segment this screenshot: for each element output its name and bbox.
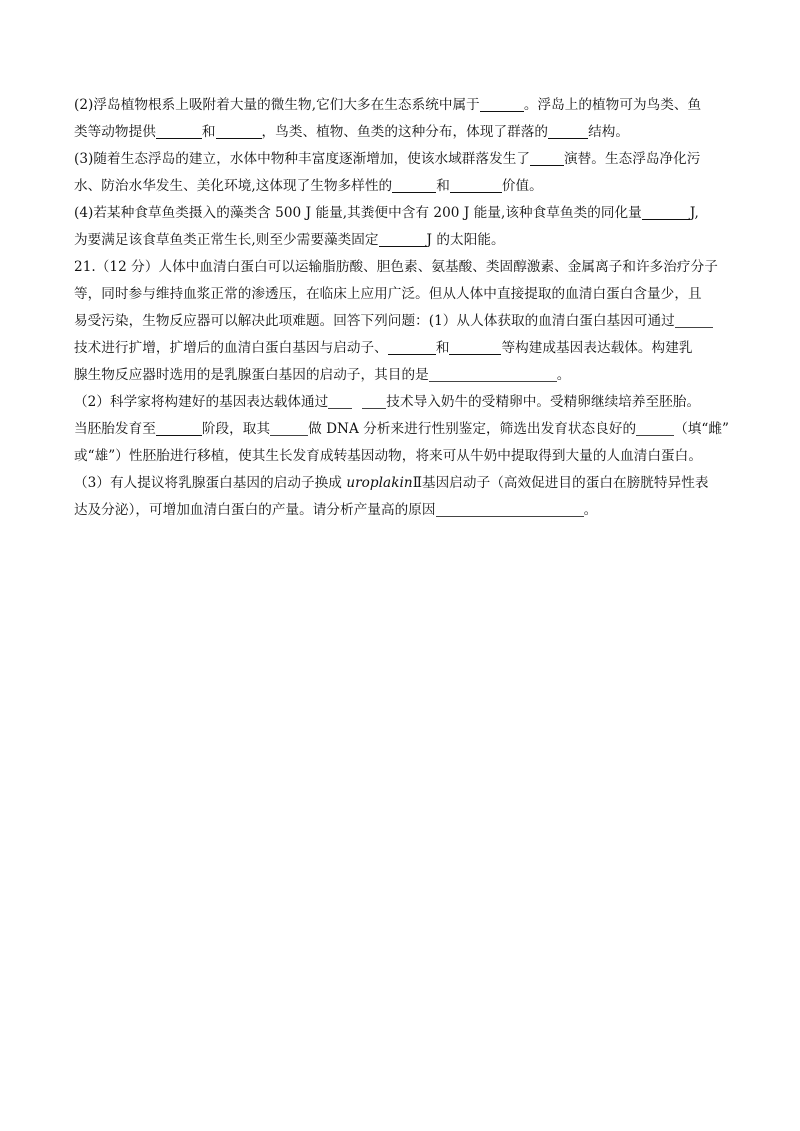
answer-blank — [642, 205, 690, 220]
text: （2）科学家将构建好的基因表达载体通过 — [74, 394, 329, 410]
answer-blank — [388, 340, 436, 355]
answer-blank — [156, 421, 202, 436]
q4-line-2 — [74, 227, 736, 254]
text: 水、防治水华发生、美化环境,这体现了生物多样性的 — [74, 178, 393, 194]
text: Ⅱ基因启动子（高效促进目的蛋白在膀胱特异性表 — [412, 475, 709, 491]
q21-line-7 — [74, 416, 736, 443]
answer-blank — [216, 124, 262, 139]
answer-blank — [392, 178, 436, 193]
q3-line-2 — [74, 173, 736, 200]
answer-blank — [328, 394, 352, 409]
text: 做 DNA 分析来进行性别鉴定，筛选出发育状态良好的 — [308, 421, 637, 437]
text: 。 — [583, 502, 598, 518]
q21-line-6 — [74, 389, 736, 416]
q21-line-5 — [74, 362, 736, 389]
text: 结构。 — [588, 124, 629, 140]
q21-line-9 — [74, 470, 736, 497]
text: 技术进行扩增，扩增后的血清白蛋白基因与启动子、 — [74, 340, 388, 356]
answer-blank — [480, 97, 524, 112]
answer-blank — [362, 394, 386, 409]
q2-line-2 — [74, 119, 736, 146]
text: （填“雌” — [674, 421, 730, 437]
answer-blank — [449, 340, 501, 355]
answer-blank — [675, 313, 713, 328]
text: 和 — [435, 340, 450, 356]
answer-blank — [548, 124, 588, 139]
text: (2)浮岛植物根系上吸附着大量的微生物,它们大多在生态系统中属于 — [74, 97, 480, 113]
q21-line-2 — [74, 281, 736, 308]
answer-blank — [436, 502, 584, 517]
answer-blank — [636, 421, 674, 436]
answer-blank — [379, 232, 427, 247]
text: 技术导入奶牛的受精卵中。受精卵继续培养至胚胎。 — [386, 394, 701, 410]
answer-blank — [530, 151, 564, 166]
text: ，鸟类、植物、鱼类的这种分布，体现了群落的 — [261, 124, 549, 140]
answer-blank — [429, 367, 557, 382]
gene-name-italic: uroplakin — [346, 475, 413, 491]
text: 或“雄”）性胚胎进行移植，使其生长发育成转基因动物，将来可从牛奶中提取得到大量的人血清白蛋白。 — [74, 448, 702, 464]
q3-line-1 — [74, 146, 736, 173]
text: 演替。生态浮岛净化污 — [564, 151, 701, 167]
text: 类等动物提供 — [74, 124, 156, 140]
q2-line-1 — [74, 92, 736, 119]
text: J, — [689, 205, 699, 221]
q21-line-1 — [74, 254, 736, 281]
text: 和 — [201, 124, 216, 140]
text: 腺生物反应器时选用的是乳腺蛋白基因的启动子，其目的是 — [74, 367, 429, 383]
q21-line-10 — [74, 497, 736, 524]
text: 为要满足该食草鱼类正常生长,则至少需要藻类固定 — [74, 232, 379, 248]
text: 阶段，取其 — [201, 421, 271, 437]
question-text — [74, 92, 736, 524]
text: 。 — [556, 367, 571, 383]
text: 价值。 — [501, 178, 543, 194]
answer-blank — [270, 421, 308, 436]
text: 等构建成基因表达载体。构建乳 — [501, 340, 693, 356]
q21-line-3 — [74, 308, 736, 335]
q21-line-8 — [74, 443, 736, 470]
text: (4)若某种食草鱼类摄入的藻类含 500 J 能量,其粪便中含有 200 J 能量,该种食草鱼类的同化量 — [74, 205, 642, 221]
text: 当胚胎发育至 — [74, 421, 156, 437]
text: （3）有人提议将乳腺蛋白基因的启动子换成 — [74, 475, 347, 491]
answer-blank — [450, 178, 502, 193]
text: 等，同时参与维持血浆正常的渗透压，在临床上应用广泛。但从人体中直接提取的血清白蛋白含量少，且 — [74, 286, 702, 302]
text: (3)随着生态浮岛的建立，水体中物种丰富度逐渐增加，使该水域群落发生了 — [74, 151, 531, 167]
q4-line-1 — [74, 200, 736, 227]
q21-line-4 — [74, 335, 736, 362]
text: 和 — [436, 178, 450, 194]
text: 21.（12 分）人体中血清白蛋白可以运输脂肪酸、胆色素、氨基酸、类固醇激素、金属离子和许多治疗分子 — [74, 259, 718, 275]
text: 达及分泌），可增加血清白蛋白的产量。请分析产量高的原因 — [74, 502, 436, 518]
text: 。浮岛上的植物可为鸟类、鱼 — [523, 97, 702, 113]
answer-blank — [156, 124, 202, 139]
text: 易受污染，生物反应器可以解决此项难题。回答下列问题：(1）从人体获取的血清白蛋白基因可通过 — [74, 313, 675, 329]
text: J 的太阳能。 — [426, 232, 505, 248]
